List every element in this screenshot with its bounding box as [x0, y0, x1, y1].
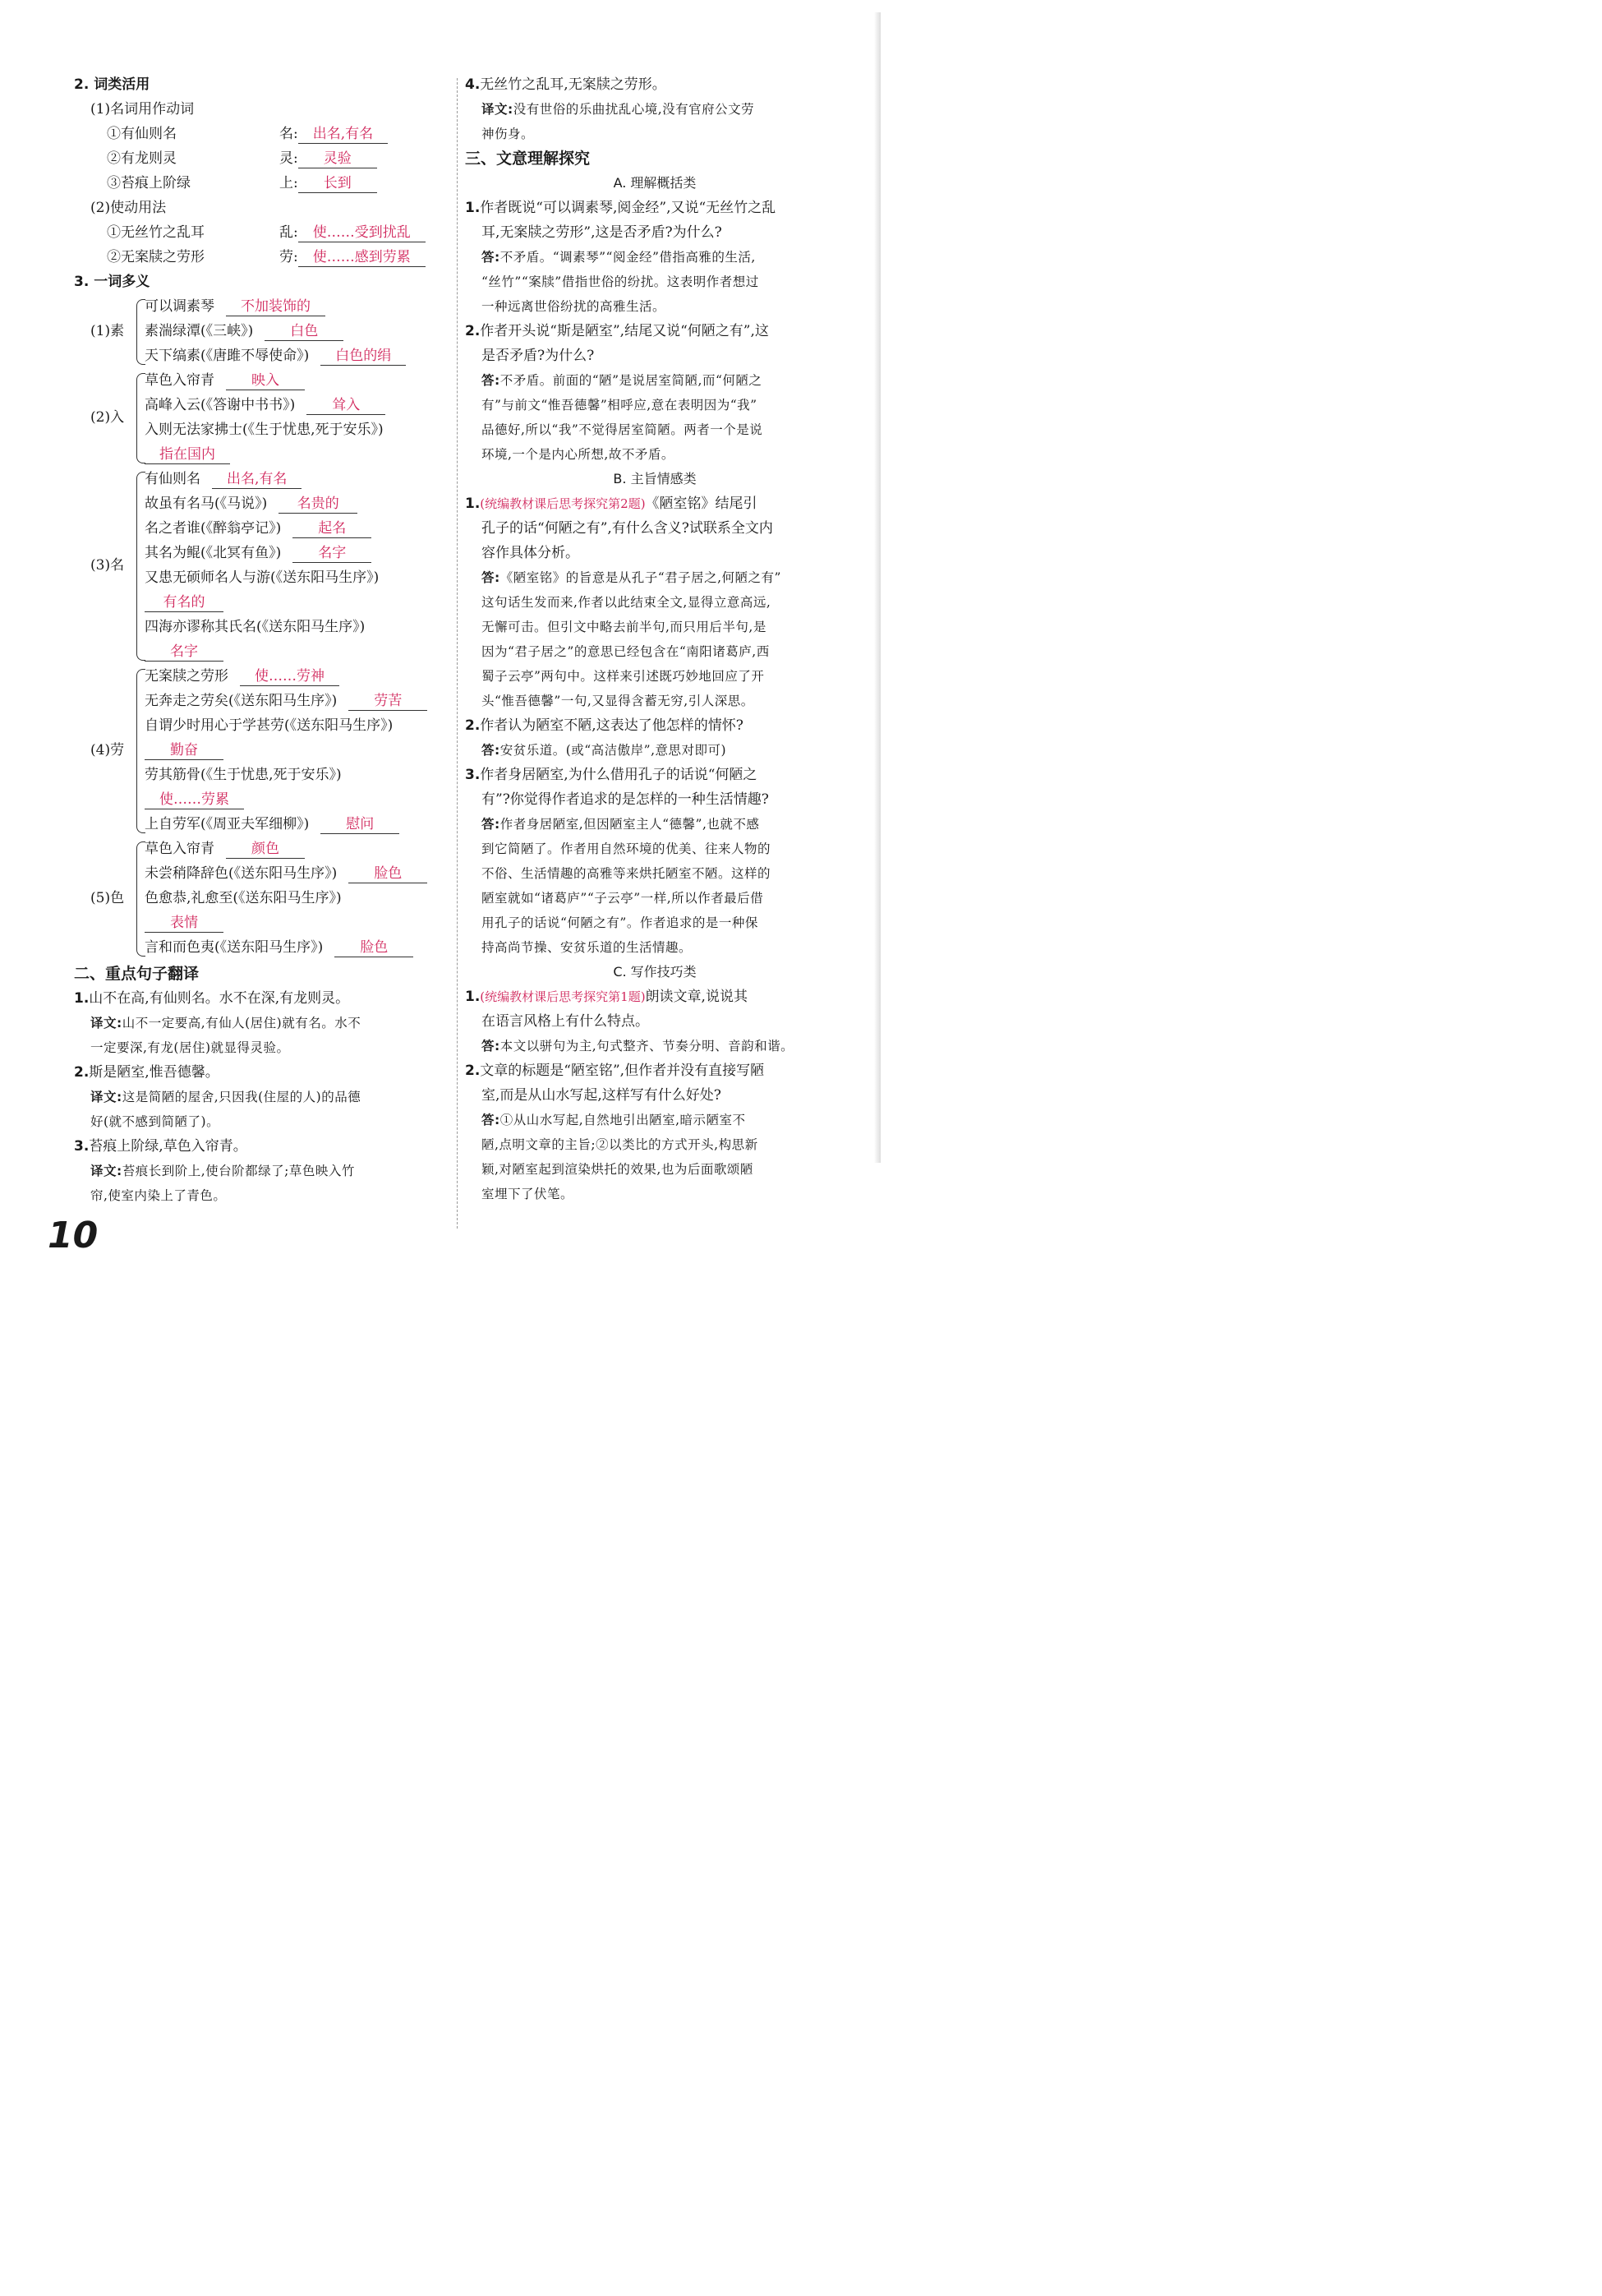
word-class-item	[74, 146, 450, 171]
answer-text: 因为“君子居之”的意思已经包含在“南阳诸葛庐,西	[481, 644, 770, 659]
answer-blank: 使……劳累	[145, 791, 244, 809]
c2-question-line: 室,而是从山水写起,这样写有什么好处?	[481, 1087, 721, 1104]
category-b-items	[465, 713, 845, 960]
example-text: 色愈恭,礼愈至(《送东阳马生序》)	[145, 890, 342, 906]
answer-line	[465, 393, 845, 417]
polysemy-group	[74, 368, 450, 467]
polysemy-row	[74, 417, 450, 442]
category-a-heading: A. 理解概括类	[613, 175, 697, 191]
category-a-items	[465, 196, 845, 467]
answer-text: 一种远离世俗纷扰的高雅生活。	[481, 299, 666, 314]
key-answer	[279, 245, 426, 270]
answer-text: 无懈可击。但引文中略去前半句,而只用后半句,是	[481, 620, 766, 634]
answer-text: 头“惟吾德馨”一句,又显得含蓄无穷,引人深思。	[481, 694, 754, 708]
translation-line	[74, 1035, 450, 1060]
answer-line	[465, 442, 845, 467]
polysemy-row	[74, 639, 450, 664]
word-class-item	[74, 245, 450, 270]
answer-text: 室埋下了伏笔。	[481, 1187, 574, 1201]
part2-title: 二、重点句子翻译	[74, 965, 200, 983]
c1-question-line: 1.(统编教材课后思考探究第1题)朗读文章,说说其	[465, 989, 748, 1005]
polysemy-row	[74, 368, 450, 393]
answer-line	[465, 565, 845, 590]
sentence-4-translation-line: 神伤身。	[481, 127, 535, 141]
sentence-4-translation-line: 译文:没有世俗的乐曲扰乱心境,没有官府公文劳	[481, 102, 755, 117]
answer-line	[465, 935, 845, 960]
translation-line	[74, 1085, 450, 1109]
item-number: 3.	[74, 1138, 90, 1155]
question-line	[465, 713, 845, 738]
example-text: 又患无硕师名人与游(《送东阳马生序》)	[145, 569, 380, 586]
answer-blank: 勤奋	[145, 741, 223, 760]
item-number: 1.	[74, 990, 90, 1007]
answer-text: 作者身居陋室,但因陋室主人“德馨”,也就不感	[499, 817, 760, 832]
answer-line	[465, 590, 845, 615]
item-number: 2.	[74, 1064, 90, 1081]
polysemy-row	[74, 393, 450, 417]
answer-line	[465, 689, 845, 713]
subsection-noun-as-verb: (1)名词用作动词	[90, 101, 195, 118]
answer-blank: 指在国内	[145, 445, 230, 464]
b1-question-line: 1.(统编教材课后思考探究第2题)《陋室铭》结尾引	[465, 496, 757, 512]
answer-blank: 长到	[298, 174, 377, 193]
answer-label: 答:	[481, 250, 500, 265]
answer-blank: 出名,有名	[212, 470, 302, 489]
answer-text: 到它简陋了。作者用自然环境的优美、往来人物的	[481, 841, 771, 856]
answer-blank: 白色的绢	[320, 347, 406, 366]
key-answer	[279, 146, 377, 171]
answer-line	[465, 812, 845, 837]
polysemy-row	[74, 491, 450, 516]
b1-question-line: 容作具体分析。	[481, 545, 579, 561]
b1-answer	[465, 565, 845, 713]
example-text: 名之者谁(《醉翁亭记》)	[145, 520, 282, 537]
example-text: 高峰入云(《答谢中书书》)	[145, 397, 296, 413]
key-word: 上:	[279, 175, 298, 191]
answer-line	[465, 368, 845, 393]
polysemy-row	[74, 467, 450, 491]
answer-blank: 脸色	[334, 938, 413, 957]
translation-line	[74, 1183, 450, 1208]
answer-line	[465, 837, 845, 861]
example-text: 故虽有名马(《马说》)	[145, 496, 268, 512]
question-line	[465, 220, 845, 245]
question-text: 作者认为陋室不陋,这表达了他怎样的情怀?	[480, 717, 743, 734]
answer-blank: 耸入	[306, 396, 385, 415]
answer-blank: 名字	[292, 544, 371, 563]
answer-blank: 脸色	[348, 864, 427, 883]
answer-blank: 使……劳神	[240, 667, 339, 686]
group-label: (3)名	[90, 557, 125, 574]
polysemy-row	[74, 812, 450, 837]
answer-blank: 颜色	[226, 840, 305, 859]
word-class-item	[74, 122, 450, 146]
answer-label: 答:	[481, 1113, 500, 1127]
word-class-item	[74, 220, 450, 245]
polysemy-row	[74, 343, 450, 368]
key-word: 名:	[279, 126, 298, 142]
section-title-polysemy: 3. 一词多义	[74, 274, 150, 290]
sentence-4: 4.无丝竹之乱耳,无案牍之劳形。	[465, 76, 666, 93]
polysemy-row	[74, 590, 450, 615]
question-text: 作者身居陋室,为什么借用孔子的话说“何陋之	[480, 767, 757, 783]
polysemy-group	[74, 664, 450, 837]
translation-line	[74, 1159, 450, 1183]
answer-blank: 使……受到扰乱	[298, 224, 426, 242]
answer-text: 《陋室铭》的旨意是从孔子“君子居之,何陋之有”	[499, 570, 781, 585]
question-line	[465, 319, 845, 343]
example-text: 草色入帘青	[145, 372, 214, 389]
polysemy-row	[74, 787, 450, 812]
polysemy-row	[74, 516, 450, 541]
polysemy-row	[74, 935, 450, 960]
translation-text: 一定要深,有龙(居住)就显得灵验。	[90, 1040, 290, 1055]
example-text: 天下缟素(《唐雎不辱使命》)	[145, 348, 310, 364]
example-text: 自谓少时用心于学甚劳(《送东阳马生序》)	[145, 717, 394, 734]
answer-label: 答:	[481, 743, 500, 758]
sentence-item	[74, 1060, 450, 1085]
answer-text: 有”与前文“惟吾德馨”相呼应,意在表明因为“我”	[481, 398, 757, 413]
example-text: 有仙则名	[145, 471, 200, 487]
example-text: 入则无法家拂士(《生于忧患,死于安乐》)	[145, 422, 384, 438]
question-text: 作者既说“可以调素琴,阅金经”,又说“无丝竹之乱	[480, 200, 776, 216]
page-number: 10	[48, 1215, 99, 1256]
polysemy-row	[74, 294, 450, 319]
answer-label: 答:	[481, 373, 500, 388]
answer-line	[465, 664, 845, 689]
answer-blank: 白色	[265, 322, 343, 341]
section-title-word-class: 2. 词类活用	[74, 76, 150, 93]
polysemy-row	[74, 886, 450, 911]
answer-label: 答:	[481, 817, 500, 832]
sentence-text: 山不在高,有仙则名。水不在深,有龙则灵。	[89, 990, 350, 1007]
polysemy-row	[74, 689, 450, 713]
noun-verb-list	[74, 122, 450, 196]
polysemy-groups	[74, 294, 450, 960]
key-word: 乱:	[279, 224, 298, 241]
example-text: 四海亦谬称其氏名(《送东阳马生序》)	[145, 619, 366, 635]
sentence-text: 苔痕上阶绿,草色入帘青。	[89, 1138, 247, 1155]
answer-blank: 灵验	[298, 150, 377, 168]
group-label: (1)素	[90, 323, 125, 339]
c2-answer	[465, 1108, 845, 1206]
key-word: 灵:	[279, 150, 298, 167]
polysemy-row	[74, 763, 450, 787]
example-text: 劳其筋骨(《生于忧患,死于安乐》)	[145, 767, 342, 783]
answer-line	[465, 911, 845, 935]
phrase: ①无丝竹之乱耳	[107, 224, 205, 241]
example-text: 素湍绿潭(《三峡》)	[145, 323, 254, 339]
translation-text: 这是简陋的屋舍,只因我(住屋的人)的品德	[122, 1090, 361, 1104]
column-divider	[457, 78, 458, 1229]
answer-text: “丝竹”“案牍”借指世俗的纷扰。这表明作者想过	[481, 274, 759, 289]
subsection-causative: (2)使动用法	[90, 200, 167, 216]
example-text: 无案牍之劳形	[145, 668, 228, 685]
right-column	[465, 72, 845, 1206]
answer-line	[465, 1132, 845, 1157]
textbook-tag: (统编教材课后思考探究第1题)	[480, 989, 646, 1004]
answer-line	[465, 1034, 845, 1058]
translation-line	[74, 1109, 450, 1134]
polysemy-row	[74, 541, 450, 565]
polysemy-row	[74, 911, 450, 935]
translation-line	[74, 1011, 450, 1035]
answer-line	[465, 615, 845, 639]
answer-text: 不俗、生活情趣的高雅等来烘托陋室不陋。这样的	[481, 866, 771, 881]
translation-label: 译文:	[90, 1090, 122, 1104]
phrase: ③苔痕上阶绿	[107, 175, 191, 191]
example-text: 其名为鲲(《北冥有鱼》)	[145, 545, 282, 561]
answer-blank: 使……感到劳累	[298, 248, 426, 267]
question-text: 是否矛盾?为什么?	[481, 348, 595, 364]
answer-text: 陋,点明文章的主旨;②以类比的方式开头,构思新	[481, 1137, 758, 1152]
answer-blank: 劳苦	[348, 692, 427, 711]
answer-line	[465, 294, 845, 319]
key-answer	[279, 220, 426, 245]
page-edge-shadow	[874, 12, 881, 1163]
phrase: ②无案牍之劳形	[107, 249, 205, 265]
answer-line	[465, 1108, 845, 1132]
answer-line	[465, 738, 845, 763]
c1-answer	[465, 1034, 845, 1058]
polysemy-row	[74, 713, 450, 738]
answer-blank: 名贵的	[279, 495, 357, 514]
answer-text: 陋室就如“诸葛庐”“子云亭”一样,所以作者最后借	[481, 891, 764, 906]
c2-question-line: 2.文章的标题是“陋室铭”,但作者并没有直接写陋	[465, 1063, 765, 1079]
answer-text: 颖,对陋室起到渲染烘托的效果,也为后面歌颂陋	[481, 1162, 753, 1177]
part3-title: 三、文意理解探究	[465, 150, 591, 168]
answer-blank: 出名,有名	[298, 125, 388, 144]
key-answer	[279, 171, 377, 196]
answer-blank: 不加装饰的	[226, 297, 325, 316]
polysemy-row	[74, 738, 450, 763]
answer-blank: 名字	[145, 643, 223, 662]
answer-text: 不矛盾。“调素琴”“阅金经”借指高雅的生活,	[499, 250, 756, 265]
c1-question-line: 在语言风格上有什么特点。	[481, 1013, 649, 1030]
example-text: 上自劳军(《周亚夫军细柳》)	[145, 816, 310, 832]
causative-list	[74, 220, 450, 270]
polysemy-row	[74, 615, 450, 639]
item-number: 2.	[465, 717, 481, 734]
answer-line	[465, 1157, 845, 1182]
example-text: 未尝稍降辞色(《送东阳马生序》)	[145, 865, 338, 882]
answer-line	[465, 270, 845, 294]
question-text: 有”?你觉得作者追求的是怎样的一种生活情趣?	[481, 791, 769, 808]
answer-text: 环境,一个是内心所想,故不矛盾。	[481, 447, 674, 462]
translation-text: 苔痕长到阶上,使台阶都绿了;草色映入竹	[122, 1164, 355, 1178]
question-line	[465, 196, 845, 220]
key-word: 劳:	[279, 249, 298, 265]
textbook-tag: (统编教材课后思考探究第2题)	[480, 496, 646, 511]
answer-text: 不矛盾。前面的“陋”是说居室简陋,而“何陋之	[499, 373, 762, 388]
question-line	[465, 787, 845, 812]
phrase: ②有龙则灵	[107, 150, 177, 167]
key-answer	[279, 122, 388, 146]
item-number: 1.	[465, 200, 481, 216]
answer-text: 本文以骈句为主,句式整齐、节奏分明、音韵和谐。	[499, 1039, 794, 1053]
left-column	[74, 72, 450, 1208]
example-text: 言和而色夷(《送东阳马生序》)	[145, 939, 324, 956]
polysemy-row	[74, 861, 450, 886]
b1-question-line: 孔子的话“何陋之有”,有什么含义?试联系全文内	[481, 520, 773, 537]
group-label: (2)入	[90, 409, 125, 426]
answer-text: 品德好,所以“我”不觉得居室简陋。两者一个是说	[481, 422, 763, 437]
item-number: 2.	[465, 323, 481, 339]
answer-blank: 表情	[145, 914, 223, 933]
sentence-text: 斯是陋室,惟吾德馨。	[89, 1064, 219, 1081]
polysemy-row	[74, 837, 450, 861]
question-line	[465, 343, 845, 368]
translation-label: 译文:	[90, 1164, 122, 1178]
polysemy-row	[74, 319, 450, 343]
polysemy-group	[74, 294, 450, 368]
example-text: 草色入帘青	[145, 841, 214, 857]
word-class-item	[74, 171, 450, 196]
group-label: (5)色	[90, 890, 125, 906]
sentence-translation-list	[74, 986, 450, 1208]
example-text: 无奔走之劳矣(《送东阳马生序》)	[145, 693, 338, 709]
answer-text: 持高尚节操、安贫乐道的生活情趣。	[481, 940, 693, 955]
answer-text: 用孔子的话说“何陋之有”。作者追求的是一种保	[481, 915, 758, 930]
polysemy-group	[74, 467, 450, 664]
translation-text: 好(就不感到简陋了)。	[90, 1114, 220, 1129]
question-text: 耳,无案牍之劳形”,这是否矛盾?为什么?	[481, 224, 722, 241]
sentence-item	[74, 1134, 450, 1159]
answer-line	[465, 861, 845, 886]
answer-blank: 有名的	[145, 593, 223, 612]
answer-text: 安贫乐道。(或“高洁傲岸”,意思对即可)	[499, 743, 727, 758]
polysemy-row	[74, 565, 450, 590]
item-number: 3.	[465, 767, 481, 783]
polysemy-row	[74, 664, 450, 689]
answer-text: 这句话生发而来,作者以此结束全文,显得立意高远,	[481, 595, 771, 610]
answer-blank: 映入	[226, 371, 305, 390]
translation-text: 帘,使室内染上了青色。	[90, 1188, 227, 1203]
answer-label: 答:	[481, 570, 500, 585]
polysemy-group	[74, 837, 450, 960]
group-label: (4)劳	[90, 742, 125, 758]
answer-line	[465, 1182, 845, 1206]
translation-label: 译文:	[90, 1016, 122, 1030]
phrase: ①有仙则名	[107, 126, 177, 142]
answer-label: 答:	[481, 1039, 500, 1053]
answer-blank: 慰问	[320, 815, 399, 834]
polysemy-row	[74, 442, 450, 467]
question-line	[465, 763, 845, 787]
category-c-heading: C. 写作技巧类	[613, 964, 697, 980]
answer-line	[465, 417, 845, 442]
answer-line	[465, 245, 845, 270]
answer-line	[465, 639, 845, 664]
question-text: 作者开头说“斯是陋室”,结尾又说“何陋之有”,这	[480, 323, 769, 339]
category-b-heading: B. 主旨情感类	[613, 471, 697, 486]
answer-text: ①从山水写起,自然地引出陋室,暗示陋室不	[499, 1113, 746, 1127]
answer-line	[465, 886, 845, 911]
example-text: 可以调素琴	[145, 298, 214, 315]
translation-text: 山不一定要高,有仙人(居住)就有名。水不	[122, 1016, 361, 1030]
sentence-item	[74, 986, 450, 1011]
answer-text: 蜀子云亭”两句中。这样来引述既巧妙地回应了开	[481, 669, 765, 684]
answer-blank: 起名	[292, 519, 371, 538]
